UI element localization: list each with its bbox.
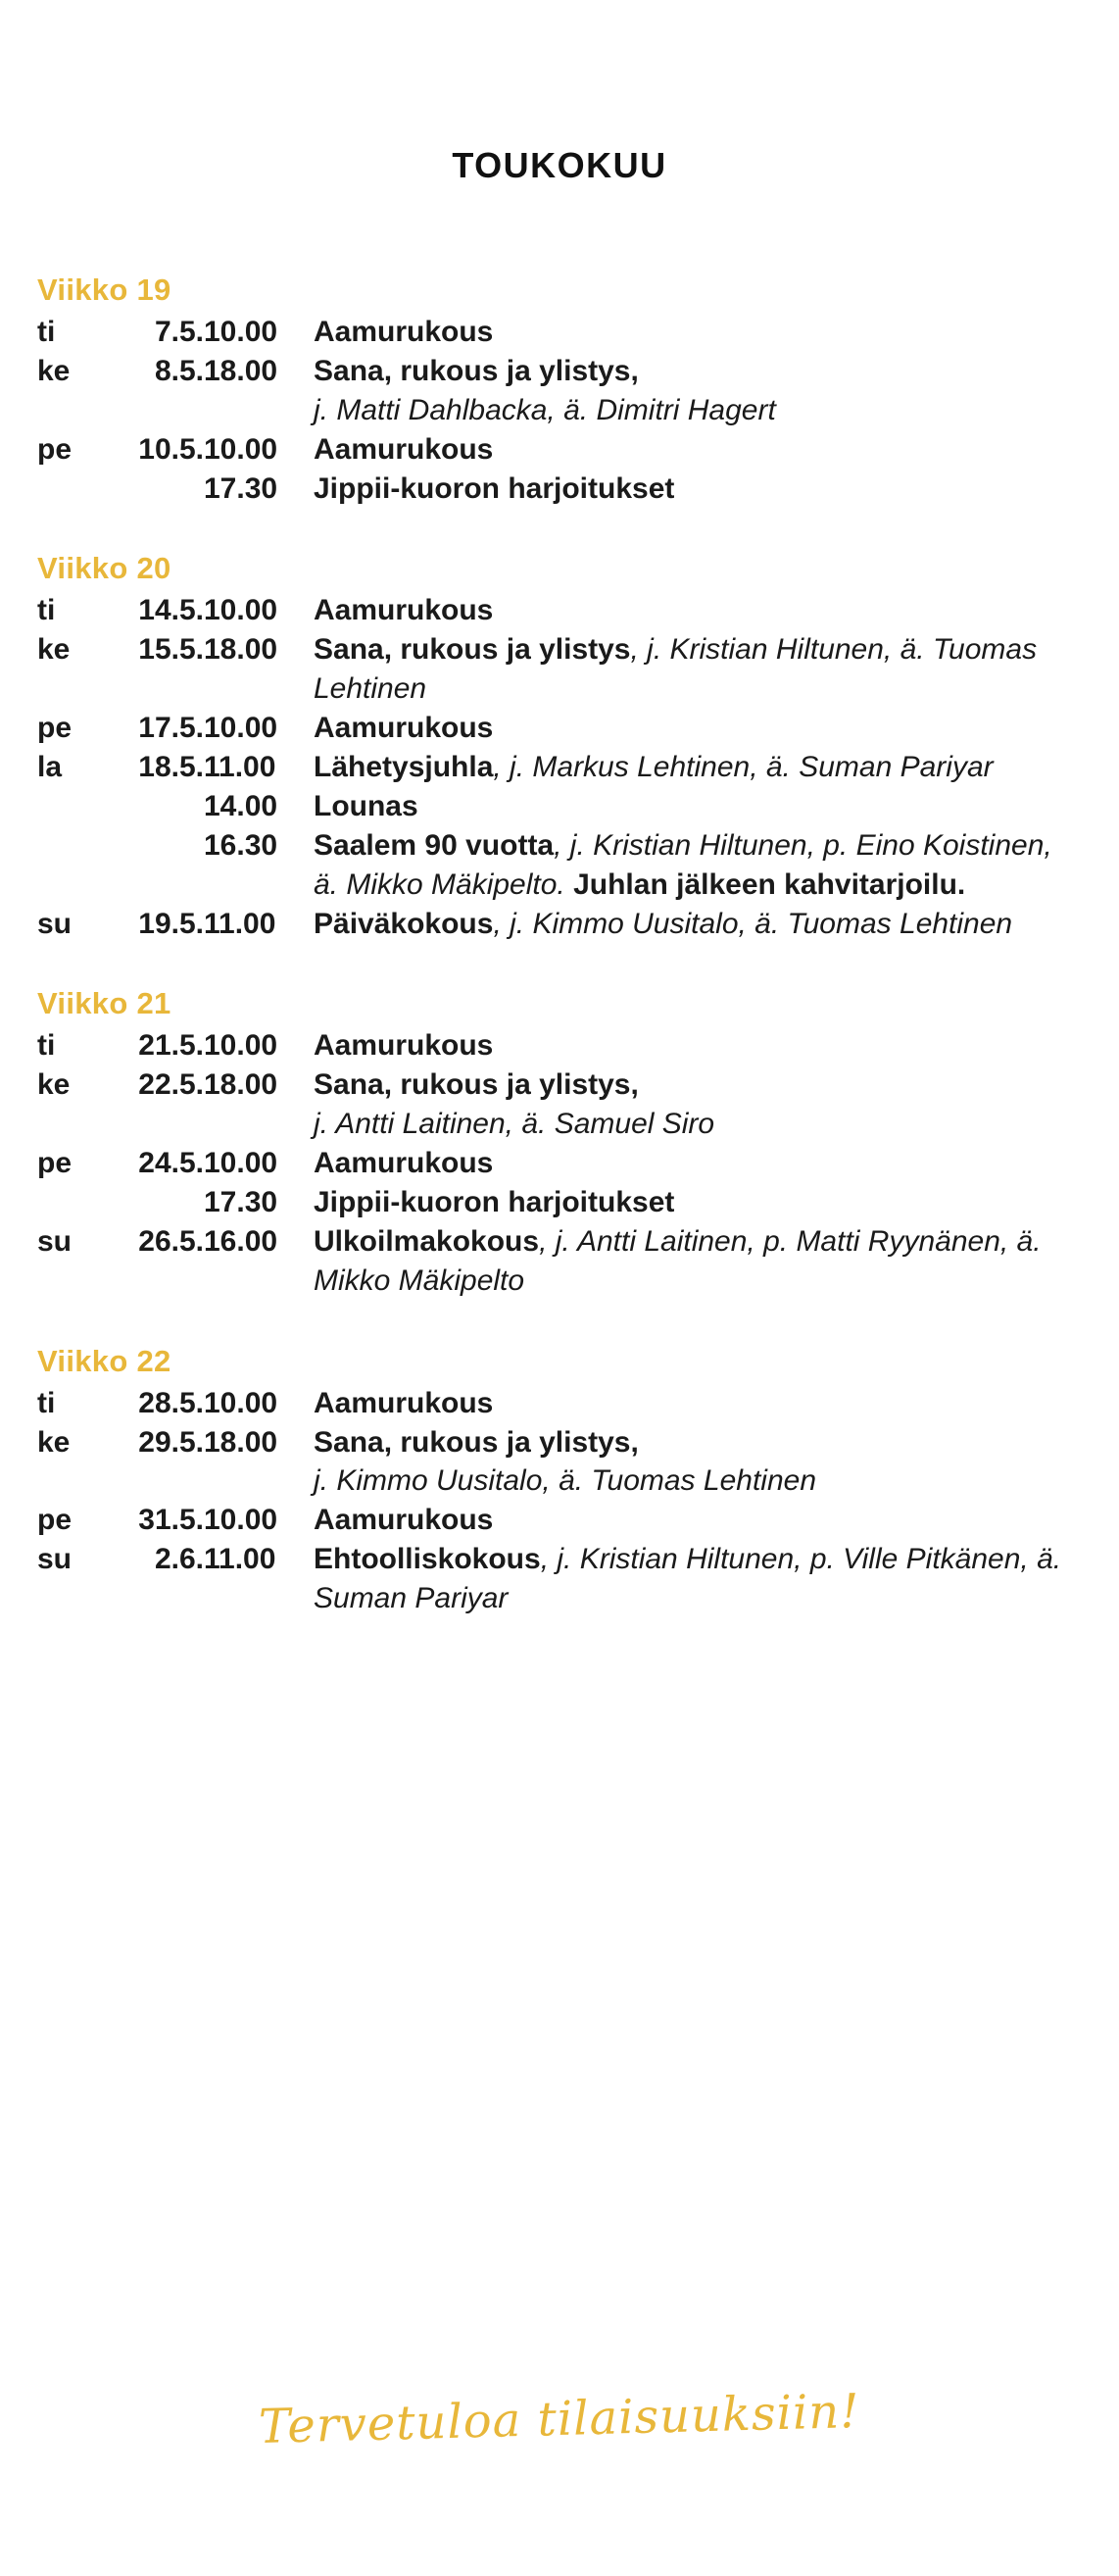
- event-date: [98, 470, 204, 509]
- event-time: 10.00: [204, 712, 278, 745]
- table-row: [37, 630, 1082, 709]
- event-speakers: , j. Markus Lehtinen, ä. Suman Pariyar: [493, 751, 994, 784]
- event-time: 10.00: [204, 316, 278, 348]
- event-description: [314, 470, 1082, 509]
- event-date: [98, 1183, 204, 1222]
- event-title: Aamurukous: [314, 594, 494, 627]
- event-description: [314, 1026, 1082, 1065]
- event-weekday: [37, 470, 98, 509]
- schedule-table: [37, 313, 1082, 508]
- event-weekday: ke: [37, 1425, 71, 1459]
- event-description: [314, 826, 1082, 905]
- event-time: 14.00: [204, 789, 278, 822]
- event-time: 10.00: [204, 1386, 278, 1419]
- event-description: [314, 1144, 1082, 1183]
- event-description: [314, 1501, 1082, 1540]
- event-weekday: su: [37, 1543, 73, 1576]
- table-row: [37, 430, 1082, 470]
- event-description: [314, 709, 1082, 748]
- event-speakers: j. Matti Dahlbacka, ä. Dimitri Hagert: [314, 393, 776, 426]
- event-speakers: , j. Kristian Hiltunen, p. Eino Koistinen, ä. Mikko Mäkipelto.: [314, 828, 1052, 901]
- event-weekday: su: [37, 907, 73, 940]
- event-weekday: ke: [37, 1068, 71, 1102]
- table-row: [37, 748, 1082, 787]
- table-row: [37, 352, 1082, 430]
- event-speakers: j. Kimmo Uusitalo, ä. Tuomas Lehtinen: [314, 1464, 817, 1498]
- event-date: 2.6.: [154, 1543, 204, 1576]
- table-row: [37, 1065, 1082, 1144]
- event-date: [98, 826, 204, 905]
- event-description: [314, 787, 1082, 826]
- event-date: 18.5.: [138, 751, 204, 784]
- event-description: [314, 1183, 1082, 1222]
- event-speakers: , j. Kimmo Uusitalo, ä. Tuomas Lehtinen: [493, 907, 1013, 940]
- event-date: 31.5.: [138, 1504, 204, 1537]
- event-weekday: [37, 1183, 98, 1222]
- table-row: [37, 826, 1082, 905]
- event-time: 11.00: [204, 1543, 276, 1576]
- event-weekday: pe: [37, 712, 73, 745]
- event-date: 8.5.: [154, 354, 204, 387]
- event-description: [314, 313, 1082, 352]
- event-title: Saalem 90 vuotta: [314, 828, 555, 862]
- event-description: [314, 591, 1082, 630]
- event-weekday: ti: [37, 594, 56, 627]
- event-weekday: la: [37, 751, 63, 784]
- event-description: [314, 1540, 1082, 1618]
- event-description: [314, 1222, 1082, 1301]
- table-row: [37, 1501, 1082, 1540]
- event-time: 10.00: [204, 1504, 278, 1537]
- schedule-table: [37, 1384, 1082, 1618]
- table-row: [37, 709, 1082, 748]
- page-title: TOUKOKUU: [452, 145, 667, 185]
- footer: [0, 2383, 1119, 2455]
- event-weekday: [37, 826, 98, 905]
- event-time: 18.00: [204, 1068, 278, 1102]
- event-time: 18.00: [204, 633, 278, 667]
- table-row: [37, 1540, 1082, 1618]
- event-title: Aamurukous: [314, 432, 494, 466]
- table-row: [37, 591, 1082, 630]
- event-description: [314, 1384, 1082, 1423]
- event-title: Jippii-kuoron harjoitukset: [314, 1186, 675, 1219]
- week-label: Viikko 20: [37, 551, 171, 586]
- event-time: 10.00: [204, 1029, 278, 1063]
- event-title: Aamurukous: [314, 1147, 494, 1180]
- program-page: [0, 145, 1119, 2576]
- event-title: Päiväkokous: [314, 907, 494, 940]
- event-time: 10.00: [204, 1147, 278, 1180]
- event-description: [314, 905, 1082, 944]
- event-title: Aamurukous: [314, 1029, 494, 1063]
- event-description: [314, 1423, 1082, 1502]
- table-row: [37, 313, 1082, 352]
- event-description: [314, 748, 1082, 787]
- event-time: 10.00: [204, 594, 278, 627]
- event-date: [98, 787, 204, 826]
- event-title: Aamurukous: [314, 712, 494, 745]
- event-weekday: pe: [37, 432, 73, 466]
- event-date: 24.5.: [138, 1147, 204, 1180]
- event-date: 19.5.: [138, 907, 204, 940]
- event-title: Ulkoilmakokous: [314, 1224, 540, 1258]
- week-label: Viikko 21: [37, 986, 171, 1021]
- event-date: 21.5.: [138, 1029, 204, 1063]
- event-title: Aamurukous: [314, 316, 494, 348]
- event-date: 26.5.: [138, 1224, 204, 1258]
- event-date: 22.5.: [138, 1068, 204, 1102]
- event-date: 15.5.: [138, 633, 204, 667]
- week-list: [37, 272, 1082, 1618]
- event-time: 16.00: [204, 1224, 278, 1258]
- event-time: 17.30: [204, 1186, 278, 1219]
- event-title: Aamurukous: [314, 1386, 494, 1419]
- event-description: [314, 1065, 1082, 1144]
- schedule-table: [37, 1026, 1082, 1300]
- table-row: [37, 1222, 1082, 1301]
- week-block: [37, 272, 1082, 508]
- event-date: 10.5.: [138, 432, 204, 466]
- event-title: Sana, rukous ja ylistys,: [314, 1068, 639, 1102]
- event-date: 14.5.: [138, 594, 204, 627]
- event-note: Juhlan jälkeen kahvitarjoilu.: [564, 867, 966, 901]
- table-row: [37, 1026, 1082, 1065]
- event-weekday: pe: [37, 1147, 73, 1180]
- event-weekday: ke: [37, 354, 71, 387]
- table-row: [37, 905, 1082, 944]
- welcome-message: Tervetuloa tilaisuuksiin!: [258, 2383, 861, 2455]
- event-speakers: , j. Antti Laitinen, p. Matti Ryynänen, ä. Mikko Mäkipelto: [314, 1224, 1042, 1297]
- event-time: 10.00: [204, 432, 278, 466]
- event-title: Ehtoolliskokous: [314, 1543, 541, 1576]
- event-speakers: j. Antti Laitinen, ä. Samuel Siro: [314, 1108, 715, 1141]
- event-time: 11.00: [204, 751, 276, 784]
- table-row: [37, 1144, 1082, 1183]
- event-date: 7.5.: [154, 316, 204, 348]
- event-speakers: , j. Kristian Hiltunen, p. Ville Pitkänen, ä. Suman Pariyar: [314, 1543, 1062, 1615]
- table-row: [37, 1384, 1082, 1423]
- event-description: [314, 630, 1082, 709]
- week-label: Viikko 19: [37, 272, 171, 307]
- event-title: Lähetysjuhla: [314, 751, 494, 784]
- event-title: Lounas: [314, 789, 418, 822]
- event-weekday: [37, 787, 98, 826]
- event-title: Sana, rukous ja ylistys: [314, 633, 631, 667]
- event-weekday: su: [37, 1224, 73, 1258]
- event-time: 17.30: [204, 471, 278, 505]
- week-label: Viikko 22: [37, 1343, 171, 1378]
- event-date: 29.5.: [138, 1425, 204, 1459]
- event-time: 18.00: [204, 354, 278, 387]
- table-row: [37, 1423, 1082, 1502]
- week-block: [37, 551, 1082, 943]
- event-time: 11.00: [204, 907, 276, 940]
- event-date: 17.5.: [138, 712, 204, 745]
- schedule-table: [37, 591, 1082, 943]
- event-title: Aamurukous: [314, 1504, 494, 1537]
- table-row: [37, 787, 1082, 826]
- event-description: [314, 430, 1082, 470]
- week-block: [37, 986, 1082, 1300]
- event-title: Sana, rukous ja ylistys,: [314, 354, 639, 387]
- event-time: 18.00: [204, 1425, 278, 1459]
- event-weekday: ti: [37, 1029, 56, 1063]
- event-time: 16.30: [204, 828, 278, 862]
- event-weekday: ke: [37, 633, 71, 667]
- event-date: 28.5.: [138, 1386, 204, 1419]
- event-weekday: pe: [37, 1504, 73, 1537]
- event-weekday: ti: [37, 316, 56, 348]
- table-row: [37, 1183, 1082, 1222]
- event-speakers: , j. Kristian Hiltunen, ä. Tuomas Lehtinen: [314, 633, 1038, 706]
- event-weekday: ti: [37, 1386, 56, 1419]
- table-row: [37, 470, 1082, 509]
- event-description: [314, 352, 1082, 430]
- event-title: Sana, rukous ja ylistys,: [314, 1425, 639, 1459]
- event-title: Jippii-kuoron harjoitukset: [314, 471, 675, 505]
- week-block: [37, 1344, 1082, 1618]
